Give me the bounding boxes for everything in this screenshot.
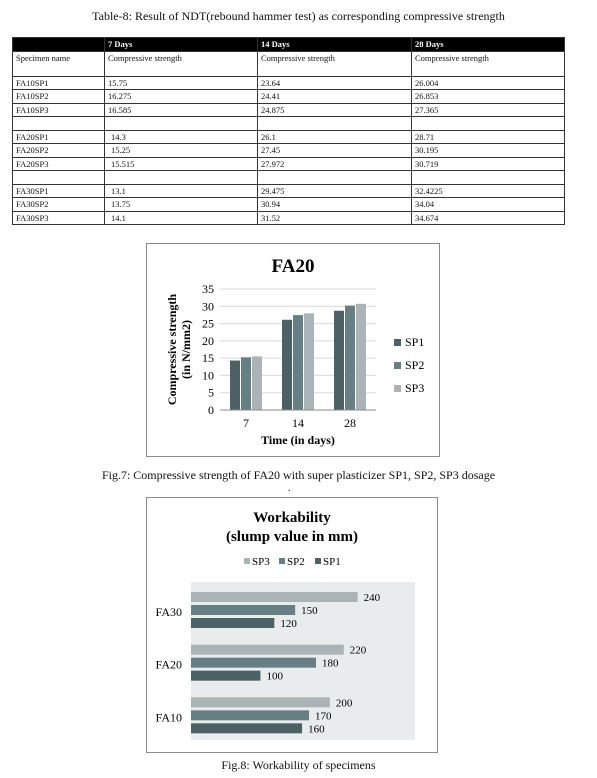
- category-label: FA20: [155, 657, 182, 672]
- table-cell: 24.875: [258, 103, 412, 117]
- y-axis-label-line1: Compressive strength: [165, 293, 179, 406]
- table-row: [13, 144, 565, 158]
- column-subheader: Compressive strength: [412, 51, 565, 76]
- table-spacer-cell: [105, 171, 258, 185]
- ndt-table-body: [13, 38, 565, 225]
- table-row: [13, 90, 565, 104]
- fig8-chart: [146, 497, 438, 753]
- y-tick-label: 20: [202, 333, 214, 348]
- table-cell: FA20SP1: [13, 130, 105, 144]
- legend-label: SP2: [287, 556, 305, 568]
- data-label: 150: [301, 605, 318, 617]
- bar-sp1: [191, 618, 274, 628]
- table-cell: FA30SP1: [13, 184, 105, 198]
- bar-sp1: [282, 320, 292, 410]
- column-header: 28 Days: [412, 38, 565, 52]
- table-cell: 26.004: [412, 76, 565, 90]
- y-axis-label-line2: (in N/mm2): [179, 320, 193, 379]
- fig7-caption: Fig.7: Compressive strength of FA20 with super plasticizer SP1, SP2, SP3 dosage: [101, 468, 496, 482]
- table-cell: 14.3: [105, 130, 258, 144]
- bar-sp2: [345, 306, 355, 410]
- column-subheader: Compressive strength: [258, 51, 412, 76]
- table-cell: 29.475: [258, 184, 412, 198]
- table-cell: 23.64: [258, 76, 412, 90]
- column-header: 7 Days: [105, 38, 258, 52]
- table-cell: 28.71: [412, 130, 565, 144]
- bar-sp3: [191, 645, 344, 655]
- table-cell: FA10SP1: [13, 76, 105, 90]
- legend-swatch: [315, 558, 321, 564]
- table-cell: FA10SP3: [13, 103, 105, 117]
- y-tick-label: 0: [208, 403, 214, 417]
- table-row: [13, 157, 565, 171]
- bar-sp2: [241, 357, 251, 410]
- table-spacer-row: [13, 171, 565, 185]
- table-cell: 15.25: [105, 144, 258, 158]
- table-spacer-cell: [105, 117, 258, 131]
- ndt-results-table: [12, 37, 565, 225]
- y-tick-label: 35: [202, 282, 214, 296]
- category-label: FA30: [155, 605, 182, 619]
- table-cell: 27.365: [412, 103, 565, 117]
- table-cell: 13.75: [105, 198, 258, 212]
- data-label: 100: [266, 670, 283, 683]
- bar-sp2: [293, 315, 303, 410]
- table-cell: 24.41: [258, 90, 412, 104]
- table-subheader-row: [13, 51, 565, 76]
- bar-sp1: [334, 311, 344, 410]
- y-tick-label: 15: [202, 351, 214, 366]
- data-label: 200: [335, 697, 353, 710]
- table-cell: 34.04: [412, 198, 565, 212]
- data-label: 120: [280, 618, 297, 630]
- bar-sp3: [252, 356, 262, 410]
- legend-swatch: [394, 362, 401, 369]
- y-tick-label: 30: [202, 299, 214, 314]
- column-header: 14 Days: [258, 38, 412, 52]
- column-subheader: Compressive strength: [105, 51, 258, 76]
- table-cell: 26.853: [412, 90, 565, 104]
- data-label: 220: [349, 644, 367, 657]
- chart-title-line2: (slump value in mm): [225, 529, 359, 545]
- table-cell: 30.195: [412, 144, 565, 158]
- x-tick-label: 28: [344, 416, 356, 430]
- legend-label: SP3: [405, 381, 425, 395]
- table-cell: 34.674: [412, 211, 565, 225]
- data-label: 240: [363, 592, 381, 604]
- y-tick-label: 5: [208, 385, 214, 400]
- table-cell: 15.75: [105, 76, 258, 90]
- table-cell: 32.4225: [412, 184, 565, 198]
- category-label: FA10: [155, 710, 182, 725]
- data-label: 160: [308, 723, 325, 736]
- bar-sp1: [191, 723, 302, 733]
- table-cell: FA20SP2: [13, 144, 105, 158]
- fig8-chart-svg: [147, 498, 437, 752]
- table-caption: Table-8: Result of NDT(rebound hammer test) as corresponding compressive strength: [92, 9, 505, 23]
- table-cell: FA20SP3: [13, 157, 105, 171]
- fig7-chart-svg: [147, 244, 439, 456]
- legend-swatch: [244, 558, 250, 564]
- y-tick-label: 10: [202, 368, 214, 383]
- bar-sp3: [356, 304, 366, 410]
- table-cell: 30.719: [412, 157, 565, 171]
- x-axis-label: Time (in days): [261, 433, 335, 447]
- x-tick-label: 7: [243, 416, 249, 430]
- table-cell: 16.585: [105, 103, 258, 117]
- legend-swatch: [279, 558, 285, 564]
- column-header: [13, 38, 105, 52]
- table-spacer-cell: [13, 117, 105, 131]
- legend-label: SP2: [405, 358, 425, 372]
- bar-sp2: [191, 605, 295, 615]
- table-row: [13, 198, 565, 212]
- bar-sp3: [191, 697, 330, 707]
- chart-title: FA20: [271, 256, 315, 277]
- table-header-row: [13, 38, 565, 52]
- table-spacer-cell: [412, 171, 565, 185]
- table-cell: 27.45: [258, 144, 412, 158]
- table-cell: 14.1: [105, 211, 258, 225]
- table-cell: 31.52: [258, 211, 412, 225]
- fig8-caption: Fig.8: Workability of specimens: [221, 758, 376, 772]
- legend-label: SP1: [323, 556, 341, 568]
- stray-dot: .: [288, 483, 291, 494]
- bar-sp3: [304, 313, 314, 410]
- column-subheader: Specimen name: [13, 51, 105, 76]
- table-row: [13, 184, 565, 198]
- table-cell: 13.1: [105, 184, 258, 198]
- legend-label: SP1: [405, 335, 425, 349]
- table-spacer-cell: [258, 117, 412, 131]
- bar-sp3: [191, 592, 358, 602]
- fig7-chart: [146, 243, 440, 457]
- data-label: 170: [315, 710, 332, 723]
- table-cell: 27.972: [258, 157, 412, 171]
- table-cell: 16.275: [105, 90, 258, 104]
- table-spacer-cell: [13, 171, 105, 185]
- legend-swatch: [394, 339, 401, 346]
- table-cell: FA30SP2: [13, 198, 105, 212]
- table-cell: FA10SP2: [13, 90, 105, 104]
- table-row: [13, 130, 565, 144]
- table-cell: 15.515: [105, 157, 258, 171]
- table-spacer-cell: [412, 117, 565, 131]
- bar-sp2: [191, 658, 316, 668]
- table-cell: 30.94: [258, 198, 412, 212]
- y-tick-label: 25: [202, 316, 214, 331]
- legend-swatch: [394, 385, 401, 392]
- table-spacer-row: [13, 117, 565, 131]
- x-tick-label: 14: [292, 416, 304, 430]
- bar-sp1: [230, 361, 240, 410]
- table-row: [13, 103, 565, 117]
- legend-label: SP3: [252, 556, 270, 568]
- table-spacer-cell: [258, 171, 412, 185]
- table-row: [13, 211, 565, 225]
- bar-sp1: [191, 671, 260, 681]
- table-row: [13, 76, 565, 90]
- chart-title-line1: Workability: [253, 510, 331, 526]
- data-label: 180: [321, 657, 339, 670]
- table-cell: FA30SP3: [13, 211, 105, 225]
- table-cell: 26.1: [258, 130, 412, 144]
- bar-sp2: [191, 710, 309, 720]
